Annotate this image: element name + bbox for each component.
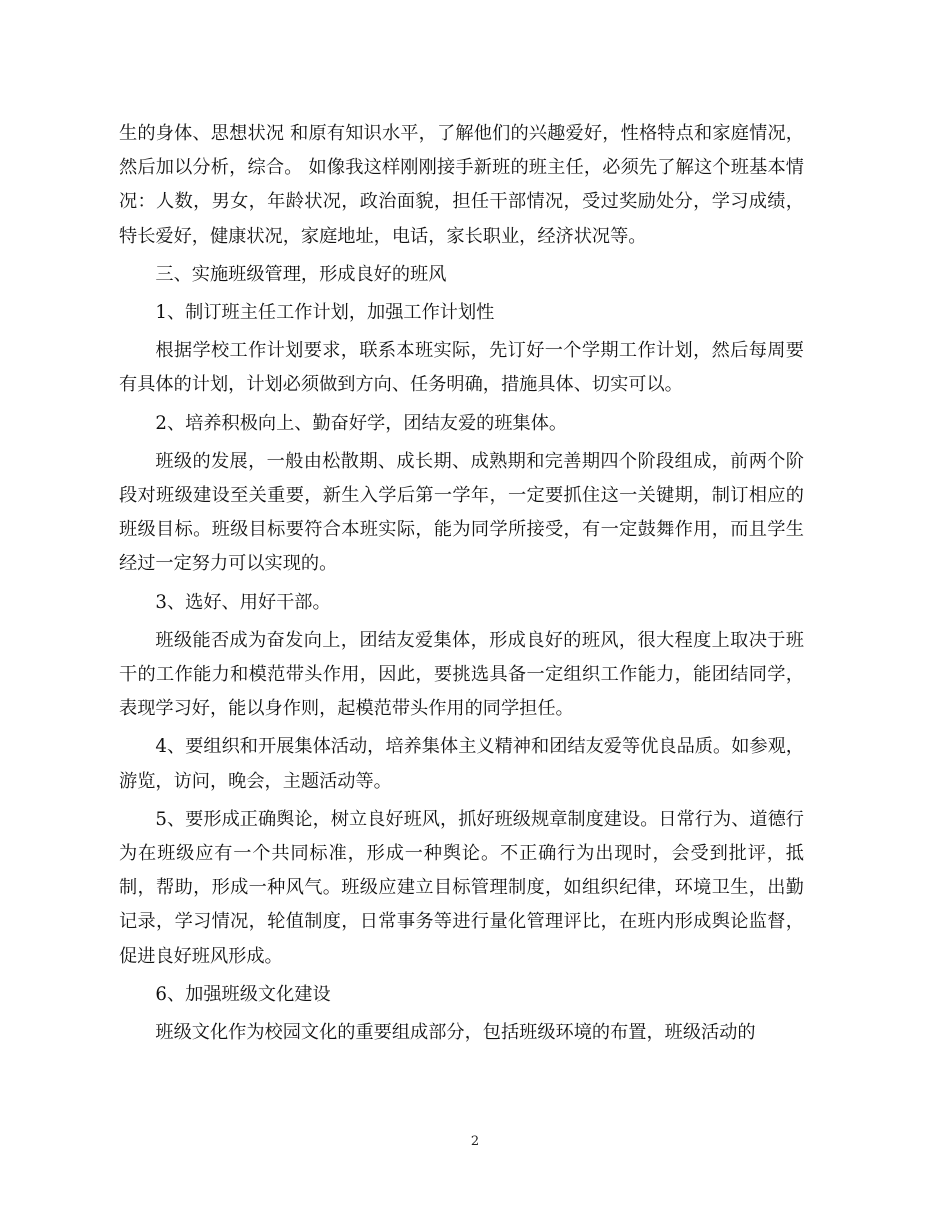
subheading-5: 5、要形成正确舆论，树立良好班风，抓好班级规章制度建设。日常行为、道德行为在班级应有一个共同标准，形成一种舆论。不正确行为出现时，会受到批评，抵制，帮助，形成一种风气。班级应建立目标管理制度，如组织纪律，环境卫生，出勤记录，学习情况，轮值制度，日常事务等进行量化管理评比，在班内形成舆论监督，促进良好班风形成。 (119, 808, 804, 967)
section-heading-3: 三、实施班级管理，形成良好的班风 (155, 263, 447, 285)
subheading-4: 4、要组织和开展集体活动，培养集体主义精神和团结友爱等优良品质。如参观，游览，访问，晚会，主题活动等。 (119, 736, 804, 792)
paragraph-class-cadres: 班级能否成为奋发向上，团结友爱集体，形成良好的班风，很大程度上取决于班干的工作能力和模范带头作用，因此，要挑选具备一定组织工作能力，能团结同学，表现学习好，能以身作则，起模范带头作用的同学担任。 (119, 629, 804, 720)
paragraph-class-development: 班级的发展，一般由松散期、成长期、成熟期和完善期四个阶段组成，前两个阶段对班级建设至关重要，新生入学后第一学年，一定要抓住这一关键期，制订相应的班级目标。班级目标要符合本班实际，能为同学所接受，有一定鼓舞作用，而且学生经过一定努力可以实现的。 (119, 450, 804, 575)
page-number: 2 (470, 1134, 480, 1149)
subheading-1: 1、制订班主任工作计划，加强工作计划性 (155, 302, 495, 324)
subheading-3: 3、选好、用好干部。 (155, 591, 331, 613)
paragraph-1: 生的身体、思想状况 和原有知识水平，了解他们的兴趣爱好，性格特点和家庭情况，然后加以分析，综合。 如像我这样刚刚接手新班的班主任，必须先了解这个班基本情况：人数，男女，年龄状况，政治面貌，担任干部情况，受过奖励处分，学习成绩，特长爱好，健康状况，家庭地址，电话，家长职业，经济状况等。 (119, 123, 804, 247)
subheading-6: 6、加强班级文化建设 (155, 983, 331, 1005)
document-body (119, 117, 804, 1054)
paragraph-class-culture: 班级文化作为校园文化的重要组成部分，包括班级环境的布置，班级活动的 (155, 1022, 756, 1044)
paragraph-plan: 根据学校工作计划要求，联系本班实际，先订好一个学期工作计划，然后每周要有具体的计划，计划必须做到方向、任务明确，措施具体、切实可以。 (119, 340, 804, 396)
subheading-2: 2、培养积极向上、勤奋好学，团结友爱的班集体。 (155, 412, 568, 434)
